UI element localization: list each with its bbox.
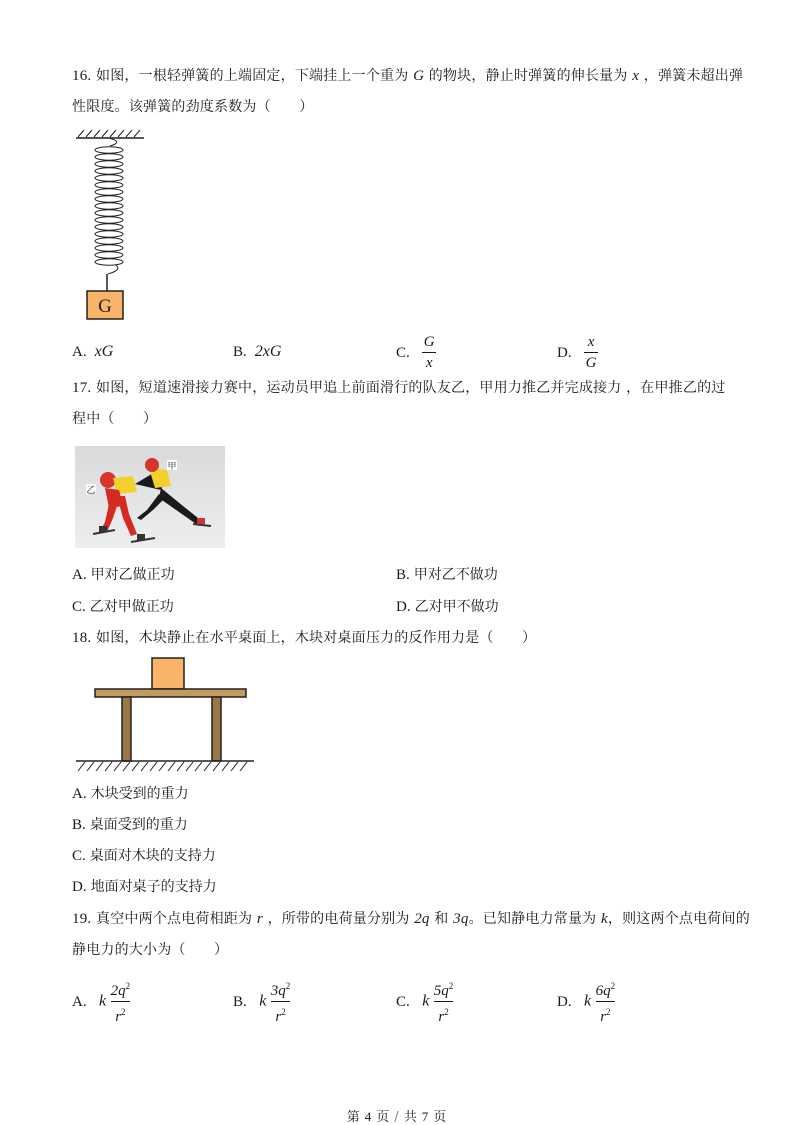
- wood-block: [152, 658, 184, 689]
- block-on-table-diagram: [74, 655, 256, 775]
- q17-number: 17.: [72, 380, 92, 396]
- q19-stem-line1: 19. 真空中两个点电荷相距为 r ，所带的电荷量分别为 2q 和 3q。已知静电力常量为 k，则这两个点电荷间的: [72, 911, 750, 927]
- q18-option-d[interactable]: D. 地面对桌子的支持力: [72, 879, 217, 895]
- q17-option-b[interactable]: B. 甲对乙不做功: [396, 567, 498, 583]
- q16-stem-line1: 16. 如图，一根轻弹簧的上端固定，下端挂上一个重为 G 的物块，静止时弹簧的伸长量为 x ，弹簧未超出弹: [72, 68, 744, 84]
- q17-option-c[interactable]: C. 乙对甲做正功: [72, 599, 174, 615]
- q18-stem-line1: 18. 如图，木块静止在水平桌面上，木块对桌面压力的反作用力是（ ）: [72, 630, 537, 646]
- label-yi: 乙: [86, 486, 96, 496]
- speed-skating-photo: [75, 446, 225, 548]
- q19-stem-line2: 静电力的大小为（ ）: [72, 942, 229, 958]
- fraction: $\frac{x}{G}$: [585, 334, 597, 371]
- svg-text:G: G: [98, 296, 112, 317]
- q16-number: 16.: [72, 68, 92, 84]
- q17-stem-line2: 程中（ ）: [72, 411, 158, 427]
- q18-option-b[interactable]: B. 桌面受到的重力: [72, 817, 188, 833]
- q16-option-d[interactable]: D. $\frac{x}{G}$: [557, 334, 597, 371]
- q18-option-a[interactable]: A. 木块受到的重力: [72, 786, 189, 802]
- page-footer: 第 4 页 / 共 7 页: [346, 1109, 447, 1125]
- q19-number: 19.: [72, 911, 92, 927]
- q19-option-b[interactable]: B. k $\frac{3q^2}{r^2}$: [233, 978, 290, 1025]
- q16-option-c[interactable]: C. $\frac{G}{x}$: [396, 334, 435, 371]
- spring-diagram: [72, 128, 150, 324]
- q19-option-a[interactable]: A. k $\frac{2q^2}{r^2}$: [72, 978, 130, 1025]
- q19-option-c[interactable]: C. k $\frac{5q^2}{r^2}$: [396, 978, 453, 1025]
- label-jia: 甲: [167, 462, 177, 472]
- q19-option-d[interactable]: D. k $\frac{6q^2}{r^2}$: [557, 978, 615, 1025]
- q16-option-b[interactable]: B. 2xG: [233, 343, 282, 360]
- total-pages: 7: [421, 1109, 429, 1124]
- q17-option-d[interactable]: D. 乙对甲不做功: [396, 599, 499, 615]
- q17-option-a[interactable]: A. 甲对乙做正功: [72, 567, 175, 583]
- fraction: $\frac{3q^2}{r^2}$: [270, 981, 291, 1025]
- q16-option-a[interactable]: A. xG: [72, 343, 114, 360]
- tabletop: [95, 689, 246, 697]
- q18-option-c[interactable]: C. 桌面对木块的支持力: [72, 848, 216, 864]
- page-number: 4: [364, 1109, 372, 1124]
- q17-stem-line1: 17. 如图，短道速滑接力赛中，运动员甲追上前面滑行的队友乙，甲用力推乙并完成接力 ，在甲推乙的过: [72, 380, 726, 396]
- fraction: $\frac{2q^2}{r^2}$: [110, 981, 131, 1025]
- fraction: $\frac{G}{x}$: [423, 334, 435, 371]
- fraction: $\frac{5q^2}{r^2}$: [433, 981, 454, 1025]
- fraction: $\frac{6q^2}{r^2}$: [595, 981, 616, 1025]
- q16-stem-line2: 性限度。该弹簧的劲度系数为（ ）: [72, 99, 314, 115]
- q18-number: 18.: [72, 630, 92, 646]
